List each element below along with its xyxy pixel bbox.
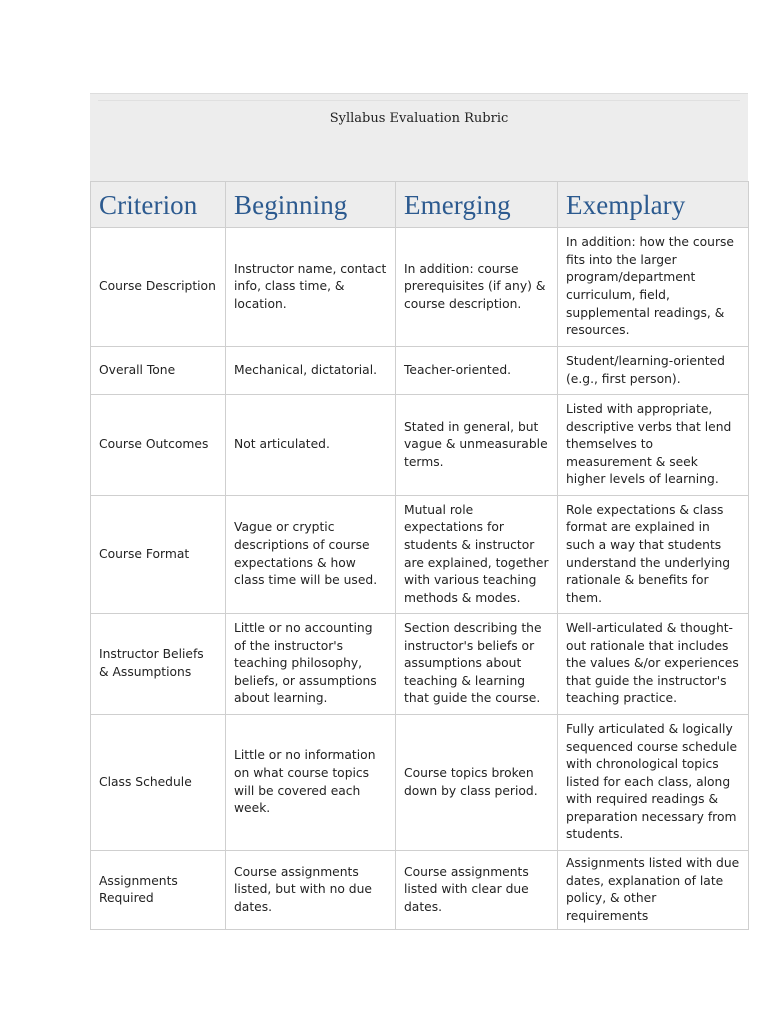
exemplary-cell: Fully articulated & logically sequenced course schedule with chronological topics listed for each class, along with required readings & preparation necessary from students. <box>558 715 749 851</box>
beginning-cell: Vague or cryptic descriptions of course expectations & how class time will be used. <box>226 496 396 614</box>
emerging-cell: Mutual role expectations for students & instructor are explained, together with various teaching methods & modes. <box>396 496 558 614</box>
rubric-table <box>90 181 749 930</box>
criterion-cell: Course Format <box>91 496 226 614</box>
emerging-cell: Course assignments listed with clear due dates. <box>396 851 558 930</box>
header-beginning: Beginning <box>226 182 396 228</box>
emerging-cell: Course topics broken down by class period. <box>396 715 558 851</box>
beginning-cell: Little or no accounting of the instructor's teaching philosophy, beliefs, or assumptions about learning. <box>226 614 396 715</box>
beginning-cell: Little or no information on what course topics will be covered each week. <box>226 715 396 851</box>
header-exemplary: Exemplary <box>558 182 749 228</box>
beginning-cell: Instructor name, contact info, class time, & location. <box>226 228 396 347</box>
criterion-cell: Assignments Required <box>91 851 226 930</box>
beginning-cell: Not articulated. <box>226 395 396 496</box>
emerging-cell: Stated in general, but vague & unmeasurable terms. <box>396 395 558 496</box>
beginning-cell: Course assignments listed, but with no due dates. <box>226 851 396 930</box>
table-row <box>91 614 749 715</box>
table-row <box>91 347 749 395</box>
rubric-title: Syllabus Evaluation Rubric <box>329 111 509 126</box>
exemplary-cell: Role expectations & class format are explained in such a way that students understand the underlying rationale & benefits for them. <box>558 496 749 614</box>
table-row <box>91 715 749 851</box>
exemplary-cell: Student/learning-oriented (e.g., first person). <box>558 347 749 395</box>
header-row <box>91 182 749 228</box>
header-criterion: Criterion <box>91 182 226 228</box>
table-row <box>91 496 749 614</box>
exemplary-cell: Well-articulated & thought-out rationale that includes the values &/or experiences that guide the instructor's teaching practice. <box>558 614 749 715</box>
emerging-cell: In addition: course prerequisites (if any) & course description. <box>396 228 558 347</box>
exemplary-cell: In addition: how the course fits into the larger program/department curriculum, field, supplemental readings, & resources. <box>558 228 749 347</box>
criterion-cell: Course Description <box>91 228 226 347</box>
exemplary-cell: Listed with appropriate, descriptive verbs that lend themselves to measurement & seek higher levels of learning. <box>558 395 749 496</box>
header-emerging: Emerging <box>396 182 558 228</box>
criterion-cell: Overall Tone <box>91 347 226 395</box>
beginning-cell: Mechanical, dictatorial. <box>226 347 396 395</box>
criterion-cell: Class Schedule <box>91 715 226 851</box>
emerging-cell: Section describing the instructor's beliefs or assumptions about teaching & learning that guide the course. <box>396 614 558 715</box>
table-row <box>91 228 749 347</box>
criterion-cell: Course Outcomes <box>91 395 226 496</box>
criterion-cell: Instructor Beliefs & Assumptions <box>91 614 226 715</box>
table-row <box>91 395 749 496</box>
table-caption <box>90 93 748 181</box>
table-row <box>91 851 749 930</box>
emerging-cell: Teacher-oriented. <box>396 347 558 395</box>
exemplary-cell: Assignments listed with due dates, explanation of late policy, & other requirements <box>558 851 749 930</box>
rubric <box>90 93 748 930</box>
